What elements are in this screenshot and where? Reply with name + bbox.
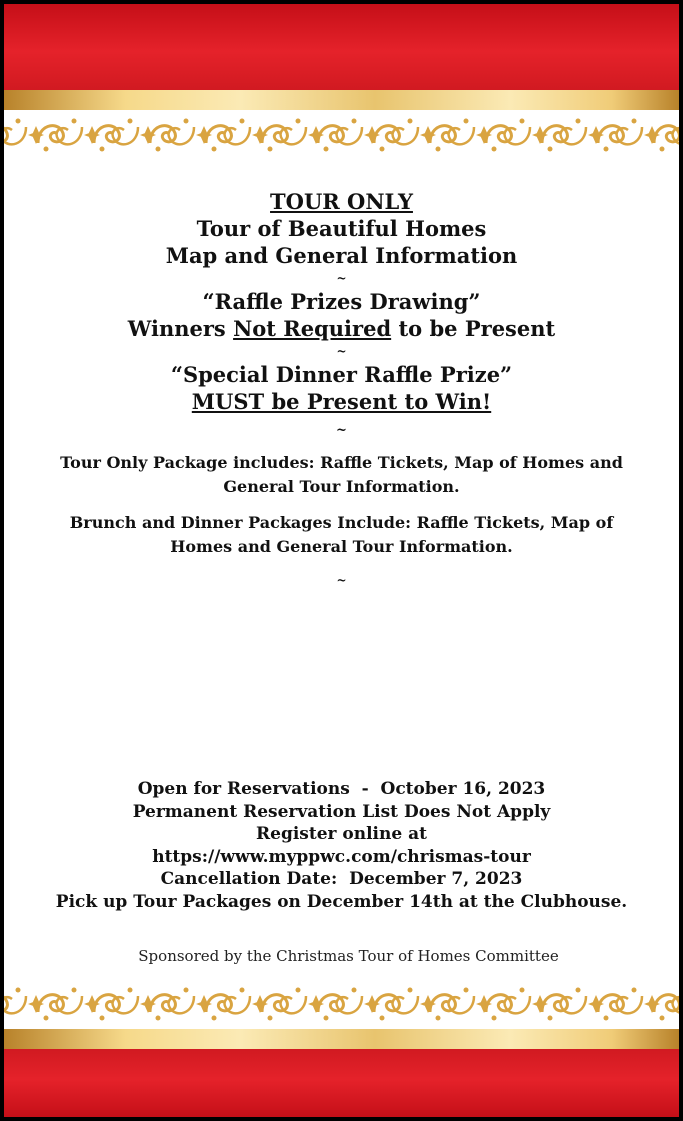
map-info-heading: Map and General Information [165, 243, 518, 268]
register-online-label: Register online at [256, 824, 427, 844]
winners-suffix: to be Present [391, 316, 556, 341]
winners-line [4, 315, 679, 342]
special-dinner-raffle-heading: “Special Dinner Raffle Prize” [170, 362, 513, 387]
sponsor-text: Sponsored by the Christmas Tour of Homes Committee [138, 947, 559, 965]
filigree-ornament-bottom [4, 979, 679, 1029]
tour-name: Tour of Beautiful Homes [196, 216, 487, 241]
brunch-dinner-package-text: Brunch and Dinner Packages Include: Raffle Tickets, Map of Homes and General Tour Information. [69, 513, 614, 556]
sponsor-line [4, 947, 679, 965]
bottom-red-band [4, 1049, 679, 1117]
reservation-details [4, 778, 679, 913]
tilde-separator: ~ [336, 423, 347, 438]
bottom-gold-filigree-border [4, 979, 679, 1029]
top-red-band [4, 4, 679, 90]
top-gold-band [4, 90, 679, 110]
not-required-text: Not Required [233, 316, 392, 341]
raffle-drawing-heading: “Raffle Prizes Drawing” [202, 289, 481, 314]
top-gold-filigree-border [4, 110, 679, 160]
pickup-info: Pick up Tour Packages on December 14th at the Clubhouse. [55, 891, 628, 912]
bottom-gold-band [4, 1029, 679, 1049]
tour-only-heading: TOUR ONLY [270, 189, 413, 214]
cancellation-date: Cancellation Date: December 7, 2023 [160, 869, 523, 889]
registration-url: https://www.myppwc.com/chrismas-tour [152, 846, 531, 867]
tilde-separator: ~ [336, 573, 347, 587]
tour-only-package-text: Tour Only Package includes: Raffle Tickets, Map of Homes and General Tour Information. [60, 453, 623, 496]
reservations-open-date: Open for Reservations - October 16, 2023 [137, 779, 546, 799]
tilde-separator: ~ [336, 271, 347, 285]
tilde-separator: ~ [336, 344, 347, 358]
winners-prefix: Winners [127, 316, 234, 341]
filigree-ornament-top [4, 110, 679, 160]
permanent-list-note: Permanent Reservation List Does Not Apply [132, 801, 551, 822]
must-be-present-text: MUST be Present to Win! [191, 389, 492, 414]
event-details [4, 188, 679, 590]
